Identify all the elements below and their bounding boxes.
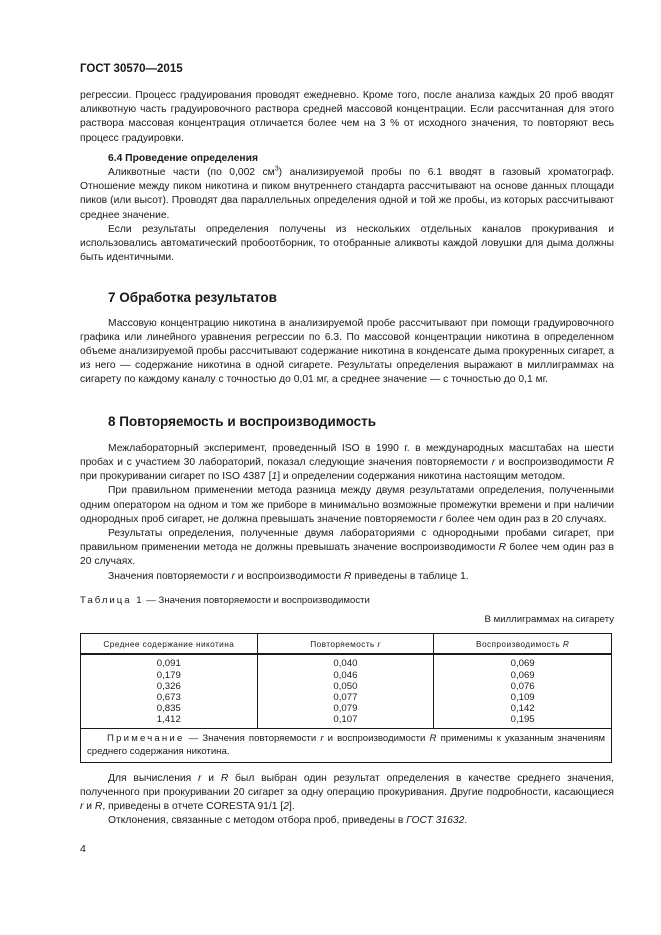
table-body-row: [81, 654, 612, 728]
reproducibility-value: 0,076: [510, 680, 535, 692]
column-header-mean: Среднее содержание никотина: [81, 634, 258, 655]
mean-value: 0,835: [156, 703, 181, 715]
reproducibility-values-cell: [434, 654, 612, 728]
table-note: Примечание — Значения повторяемости r и воспроизводимости R применимы к указанным значениям среднего содержания никотина.: [81, 728, 612, 762]
repeatability-value: 0,040: [333, 658, 358, 670]
section-7-paragraph-1: Массовую концентрацию никотина в анализируемой пробе рассчитывают при помощи градуировочного графика или линейного уравнения регрессии по 6.3. По массовой концентрации никотина в определенном объеме анализируемой пробы рассчитывают содержание никотина в конденсате дыма прокуренных сигарет, а из него — содержание никотина в одной сигарете. Результаты определения выражают в миллиграммах на сигарету по каждому каналу с точностью до 0,01 мг, а среднее значение — с точностью до 0,1 мг.: [80, 317, 614, 386]
table-units: В миллиграммах на сигарету: [484, 614, 614, 626]
section-8-heading: 8 Повторяемость и воспроизводимость: [108, 413, 377, 429]
reproducibility-value: 0,069: [510, 658, 535, 670]
table-header-row: [81, 634, 612, 655]
column-header-repeatability: Повторяемость r: [257, 634, 434, 655]
table-caption: Таблица 1 — Значения повторяемости и воспроизводимости: [80, 594, 370, 606]
mean-value: 0,673: [156, 691, 181, 703]
mean-value: 0,326: [156, 680, 181, 692]
after-table-paragraph-2: Отклонения, связанные с методом отбора проб, приведены в ГОСТ 31632.: [108, 815, 468, 827]
document-header: ГОСТ 30570—2015: [80, 63, 183, 75]
section-8-paragraph-3: Результаты определения, полученные двумя лабораториями с однородными пробами сигарет, при правильном применении метода не должны превышать значение воспроизводимости R более чем один раз в 20 случаях.: [80, 528, 614, 568]
repeatability-value: 0,079: [333, 703, 358, 715]
repeatability-values-cell: [257, 654, 434, 728]
mean-value: 0,179: [156, 669, 181, 681]
section-6-4-heading: 6.4 Проведение определения: [108, 152, 258, 164]
repeatability-value: 0,046: [333, 669, 358, 681]
repeatability-value: 0,107: [333, 714, 358, 726]
mean-value: 1,412: [156, 714, 181, 726]
reproducibility-value: 0,069: [510, 669, 535, 681]
table-note-row: [81, 728, 612, 762]
section-8-paragraph-2: При правильном применении метода разница между двумя результатами определения, полученными одним оператором на одном и том же приборе в минимально возможные промежутки времени и при наличии однородных проб сигарет, не должна превышать значение повторяемости r более чем один раз в 20 случаях.: [80, 485, 614, 525]
section-7-heading: 7 Обработка результатов: [108, 290, 277, 306]
page-number: 4: [80, 843, 86, 855]
section-6-4-paragraph-1: Аликвотные части (по 0,002 $см^3$) анализируемой пробы по 6.1 вводят в газовый хроматограф. Отношение между пиком никотина и пиком внутреннего стандарта рассчитывают на основе данных площади пиков (или высот). Проводят два параллельных определения одной и той же пробы, из которых рассчитывают среднее значение.: [80, 165, 614, 221]
reproducibility-value: 0,195: [510, 714, 535, 726]
results-table: [80, 633, 612, 762]
reproducibility-value: 0,109: [510, 691, 535, 703]
section-8-paragraph-1: Межлабораторный эксперимент, проведенный ISO в 1990 г. в международных масштабах на шести пробах и с участием 30 лабораторий, показал следующие значения повторяемости r и воспроизводимости R при прокуривании сигарет по ISO 4387 [1] и определении содержания никотина настоящим методом.: [80, 442, 614, 483]
repeatability-value: 0,050: [333, 680, 358, 692]
section-6-4-paragraph-2: Если результаты определения получены из нескольких отдельных каналов прокуривания и использовались автоматический пробоотборник, то отобранные аликвоты каждой ловушки для дыма должны быть идентичными.: [80, 223, 614, 264]
section-8-paragraph-4: Значения повторяемости r и воспроизводимости R приведены в таблице 1.: [108, 570, 469, 582]
column-header-reproducibility: Воспроизводимость R: [434, 634, 612, 655]
reproducibility-value: 0,142: [510, 703, 535, 715]
mean-values-cell: [81, 654, 258, 728]
repeatability-value: 0,077: [333, 691, 358, 703]
after-table-paragraph-1: Для вычисления r и R был выбран один результат определения в качестве среднего значения, полученного при прокуривании 20 сигарет за одну операцию прокуривания. Другие подробности, касающиеся r и R, приведены в отчете CORESTA 91/1 [2].: [80, 772, 614, 812]
mean-value: 0,091: [156, 658, 181, 670]
page-content: [80, 89, 614, 828]
paragraph-top: регрессии. Процесс градуирования проводят ежедневно. Кроме того, после анализа каждых 20 проб вводят аликвотную часть градуировочного раствора средней массовой концентрации. Если рассчитанная для этого раствора массовая концентрация отличается более чем на 3 % от исходного значения, то повторяют весь процесс градуировки.: [80, 90, 614, 144]
